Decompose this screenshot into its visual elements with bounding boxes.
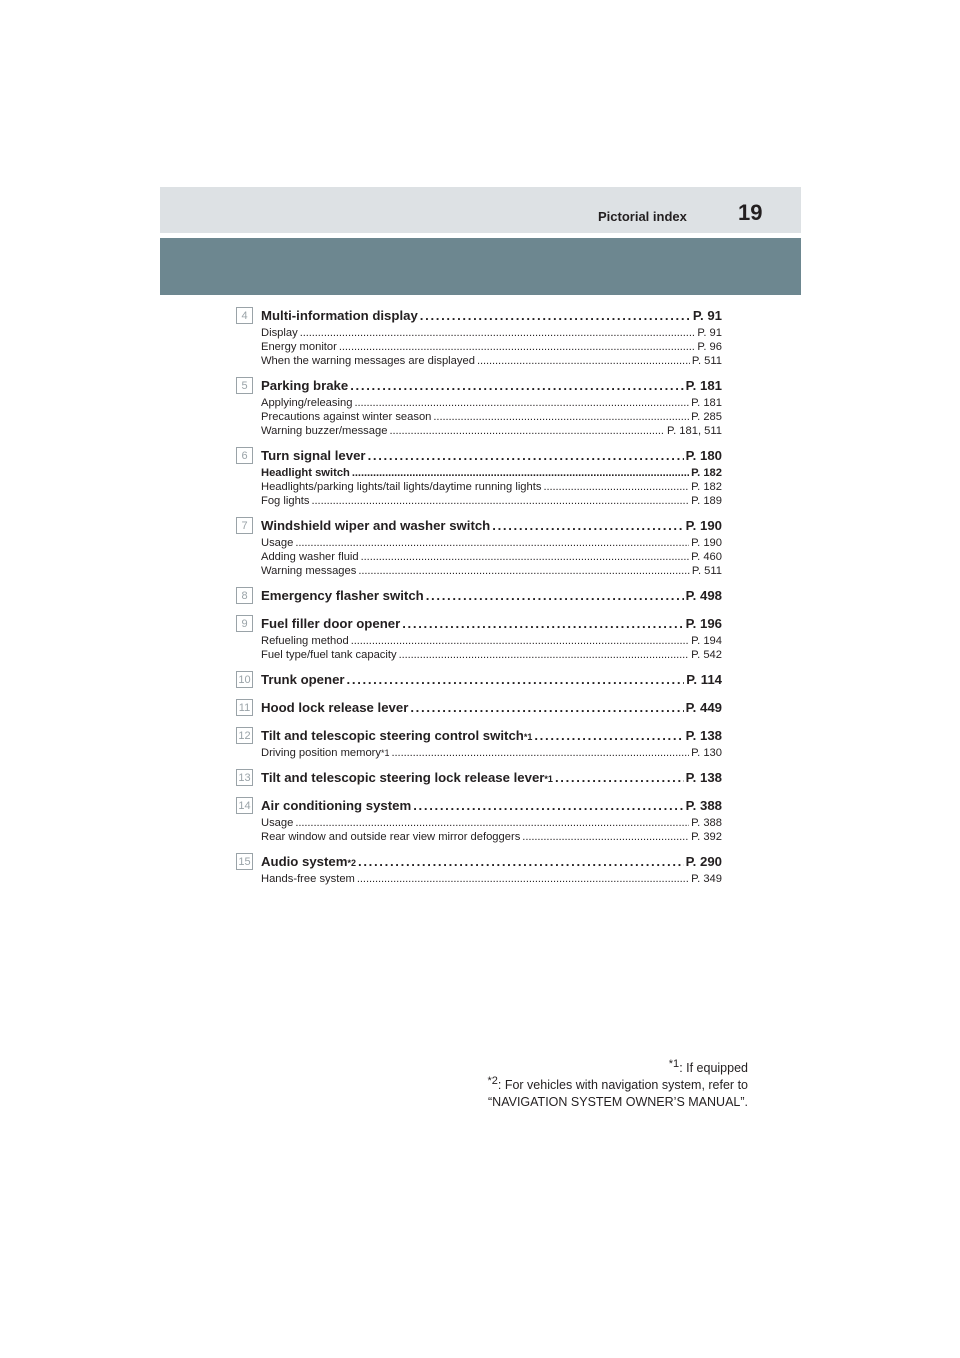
page-reference: P. 349 [691, 873, 722, 885]
leader-dots [413, 796, 683, 816]
page-reference: P. 130 [691, 747, 722, 759]
item-number-badge: 9 [236, 615, 253, 632]
section-title: Pictorial index [598, 209, 687, 224]
page-reference: P. 392 [691, 831, 722, 843]
item-label: When the warning messages are displayed [261, 355, 475, 367]
index-subitem[interactable]: Driving position memory *1 . . . P. 130 [261, 746, 722, 760]
index-subitem[interactable] [261, 326, 722, 340]
item-number-badge: 12 [236, 727, 253, 744]
item-label: Usage [261, 817, 294, 829]
header-band [160, 238, 801, 295]
index-entry [236, 376, 722, 438]
index-subitem[interactable] [261, 830, 722, 844]
item-label: Windshield wiper and washer switch [261, 518, 491, 533]
leader-dots [358, 852, 684, 872]
item-label: Headlight switch [261, 467, 350, 479]
item-number-badge: 14 [236, 797, 253, 814]
item-label: Tilt and telescopic steering control switch [261, 728, 524, 743]
item-label: Audio system [261, 854, 348, 869]
page-reference: P. 190 [685, 518, 722, 533]
page-reference: P. 138 [685, 770, 722, 785]
leader-dots [357, 872, 689, 886]
leader-dots [534, 726, 683, 746]
index-heading[interactable] [261, 698, 722, 718]
index-heading[interactable] [261, 376, 722, 396]
item-label: Refueling method [261, 635, 349, 647]
item-label: Fuel type/fuel tank capacity [261, 649, 397, 661]
page-reference: P. 138 [685, 728, 722, 743]
item-label: Hands-free system [261, 873, 355, 885]
leader-dots [392, 746, 690, 760]
item-label: Warning messages [261, 565, 357, 577]
index-heading[interactable] [261, 670, 722, 690]
leader-dots [492, 516, 683, 536]
index-heading[interactable] [261, 516, 722, 536]
leader-dots [347, 670, 685, 690]
item-label: Adding washer fluid [261, 551, 359, 563]
item-label: Air conditioning system [261, 798, 412, 813]
leader-dots [300, 326, 696, 340]
index-heading[interactable] [261, 586, 722, 606]
footnote-line [487, 1074, 748, 1094]
item-number-badge: 8 [236, 587, 253, 604]
leader-dots [402, 614, 683, 634]
footnote-line [487, 1094, 748, 1111]
item-label: Headlights/parking lights/tail lights/daytime running lights [261, 481, 542, 493]
index-subitem[interactable] [261, 872, 722, 886]
index-heading[interactable]: Tilt and telescopic steering control switch *1 . . . P. 138 [261, 726, 722, 746]
leader-dots [426, 586, 684, 606]
footnote-text: : For vehicles with navigation system, refer to [497, 1078, 748, 1092]
index-entry [236, 852, 722, 886]
page-reference: P. 196 [685, 616, 722, 631]
index-subitem[interactable] [261, 424, 722, 438]
page-reference: P. 181, 511 [667, 425, 722, 437]
index-entry [236, 698, 722, 718]
index-subitem[interactable] [261, 648, 722, 662]
item-label: Rear window and outside rear view mirror defoggers [261, 831, 521, 843]
index-subitem[interactable] [261, 494, 722, 508]
item-label: Applying/releasing [261, 397, 353, 409]
leader-dots [389, 424, 665, 438]
item-label: Multi-information display [261, 308, 418, 323]
leader-dots [295, 536, 689, 550]
footnote-text: “NAVIGATION SYSTEM OWNER’S MANUAL”. [488, 1095, 748, 1109]
index-entry [236, 796, 722, 844]
index-subitem[interactable] [261, 354, 722, 368]
index-subitem[interactable] [261, 550, 722, 564]
page-reference: P. 511 [691, 355, 722, 367]
item-label: Usage [261, 537, 294, 549]
page-reference: P. 181 [685, 378, 722, 393]
index-heading[interactable] [261, 614, 722, 634]
leader-dots [368, 446, 684, 466]
index-list [236, 306, 722, 894]
item-label: Turn signal lever [261, 448, 366, 463]
leader-dots [312, 494, 690, 508]
leader-dots [339, 340, 695, 354]
item-number-badge: 11 [236, 699, 253, 716]
item-label: Fog lights [261, 495, 310, 507]
item-label: Trunk opener [261, 672, 345, 687]
item-label: Warning buzzer/message [261, 425, 388, 437]
index-subitem[interactable] [261, 466, 722, 480]
page-reference: P. 542 [691, 649, 722, 661]
page-reference: P. 181 [691, 397, 722, 409]
page-reference: P. 194 [691, 635, 722, 647]
leader-dots [410, 698, 683, 718]
index-entry [236, 670, 722, 690]
page-reference: P. 449 [685, 700, 722, 715]
index-subitem[interactable] [261, 340, 722, 354]
item-number-badge: 4 [236, 307, 253, 324]
leader-dots [433, 410, 689, 424]
item-number-badge: 10 [236, 671, 253, 688]
index-heading[interactable]: Tilt and telescopic steering lock release lever *1 . . . P. 138 [261, 768, 722, 788]
index-subitem[interactable] [261, 410, 722, 424]
leader-dots [543, 480, 689, 494]
index-entry [236, 614, 722, 662]
page-reference: P. 182 [691, 481, 722, 493]
leader-dots [420, 306, 691, 326]
index-heading[interactable] [261, 796, 722, 816]
page-reference: P. 460 [691, 551, 722, 563]
page-reference: P. 91 [692, 308, 722, 323]
leader-dots [522, 830, 689, 844]
page-reference: P. 388 [691, 817, 722, 829]
index-heading[interactable] [261, 306, 722, 326]
page-reference: P. 114 [686, 672, 722, 687]
item-number-badge: 6 [236, 447, 253, 464]
item-number-badge: 7 [236, 517, 253, 534]
item-label: Fuel filler door opener [261, 616, 401, 631]
page-reference: P. 290 [685, 854, 722, 869]
header-bar [160, 187, 801, 233]
page-reference: P. 511 [691, 565, 722, 577]
leader-dots [358, 564, 690, 578]
leader-dots [350, 376, 683, 396]
index-entry [236, 306, 722, 368]
item-label: Parking brake [261, 378, 349, 393]
footnote-line [487, 1057, 748, 1077]
index-subitem[interactable] [261, 536, 722, 550]
item-number-badge: 13 [236, 769, 253, 786]
leader-dots [351, 634, 689, 648]
footnote-text: : If equipped [679, 1061, 748, 1075]
item-label: Driving position memory [261, 747, 381, 759]
page-reference: P. 388 [685, 798, 722, 813]
item-label: Energy monitor [261, 341, 337, 353]
leader-dots [295, 816, 689, 830]
footnote-mark: *2 [487, 1074, 498, 1087]
index-subitem[interactable] [261, 396, 722, 410]
index-entry [236, 446, 722, 508]
index-entry [236, 516, 722, 578]
page-number: 19 [738, 200, 763, 225]
index-entry [236, 768, 722, 788]
item-label: Precautions against winter season [261, 411, 432, 423]
leader-dots [477, 354, 690, 368]
item-label: Hood lock release lever [261, 700, 409, 715]
index-subitem[interactable] [261, 816, 722, 830]
leader-dots [555, 768, 684, 788]
index-subitem[interactable] [261, 634, 722, 648]
index-entry [236, 586, 722, 606]
leader-dots [361, 550, 689, 564]
index-subitem[interactable] [261, 480, 722, 494]
page-reference: P. 182 [691, 467, 722, 479]
leader-dots [352, 466, 689, 480]
page-reference: P. 180 [685, 448, 722, 463]
index-heading[interactable]: Audio system *2 . . . P. 290 [261, 852, 722, 872]
page-reference: P. 189 [691, 495, 722, 507]
index-subitem[interactable] [261, 564, 722, 578]
item-number-badge: 15 [236, 853, 253, 870]
footnotes [487, 1057, 748, 1111]
leader-dots [399, 648, 690, 662]
footnote-mark: *1 [668, 1057, 680, 1070]
item-label: Emergency flasher switch [261, 588, 424, 603]
item-number-badge: 5 [236, 377, 253, 394]
item-label: Display [261, 327, 298, 339]
page-reference: P. 498 [685, 588, 722, 603]
page-reference: P. 91 [697, 327, 722, 339]
page-reference: P. 96 [697, 341, 722, 353]
leader-dots [354, 396, 689, 410]
item-label: Tilt and telescopic steering lock release lever [261, 770, 545, 785]
index-entry [236, 726, 722, 760]
index-heading[interactable] [261, 446, 722, 466]
page-reference: P. 190 [691, 537, 722, 549]
page-reference: P. 285 [691, 411, 722, 423]
